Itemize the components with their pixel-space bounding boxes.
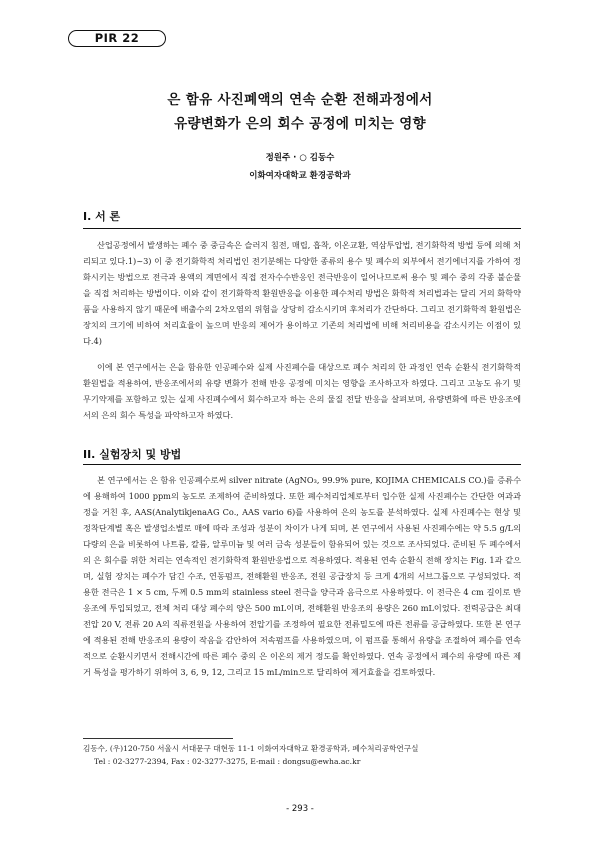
- session-badge: PIR 22: [68, 30, 166, 47]
- footnote-address: 김동수, (우)120-750 서울시 서대문구 대현동 11-1 이화여자대학교 환경공학과, 폐수처리공학연구실: [83, 744, 419, 753]
- title-line-2: 유량변화가 은의 회수 공정에 미치는 영향: [174, 116, 426, 132]
- affiliation: 이화여자대학교 환경공학과: [249, 171, 351, 181]
- section-heading-introduction: I. 서 론: [83, 210, 121, 223]
- section-heading-methods: II. 실험장치 및 방법: [83, 448, 182, 461]
- methods-paragraph-1: 본 연구에서는 은 함유 인공폐수로써 silver nitrate (AgNO₃, 99.9% pure, KOJIMA CHEMICALS CO.)를 증류수에 용해하여 1000 ppm의 농도로 조제하여 준비하였다. 또한 폐수처리업체로부터 입수한 실제 사진폐수는 간단한 여과과정을 거친 후, AAS(AnalytikjenaAG Co., AAS vario 6)를 사용하여 은의 농도를 분석하였다. 실제 사진폐수는 현상 및 정착단계별 혹은 발생업소별로 매에 따라 조성과 성분이 차이가 나게 되며, 본 연구에서 사용된 사진폐수에는 약 5.5 g/L의 다량의 은을 비롯하여 나트륨, 칼륨, 알루미늄 및 여러 금속 성분들이 함유되어 있는 것으로 조사되었다. 준비된 두 폐수에서의 은 회수를 위한 처리는 연속적인 전기화학적 환원반응법으로 적용하였다. 적용된 연속 순환식 전해 장치는 Fig. 1과 같으며, 실험 장치는 폐수가 담긴 수조, 연동펌프, 전해환원 반응조, 전원 공급장치 등 크게 4개의 서브그룹으로 구성되었다. 적용한 전극은 1 × 5 cm, 두께 0.5 mm의 stainless steel 전극을 양극과 음극으로 사용하였다. 이 전극은 4 cm 길이로 반응조에 투입되었고, 전체 처리 대상 폐수의 양은 500 mL이며, 전해환원 반응조의 용량은 260 mL이었다. 전력공급은 최대전압 20 V, 전류 20 A의 직류전원을 사용하여 전압기를 조정하여 필요한 전류밀도에 따른 전류를 공급하였다. 또한 본 연구에 적용된 전해 반응조의 용량이 작음을 감안하여 저속펌프를 사용하였으며, 이 펌프를 통해서 유량을 조절하여 폐수를 연속적으로 순환시키면서 전해시간에 따른 폐수 중의 은 이온의 제거 정도를 확인하였다. 연속 공정에서 폐수의 유량에 따른 제거 특성을 평가하기 위하여 3, 6, 9, 12, 그리고 15 mL/min으로 달리하여 제거효율을 검토하였다.: [83, 475, 521, 677]
- authors: 정원주 · ○ 김동수: [265, 153, 335, 163]
- section-divider: [83, 228, 521, 229]
- page-number: - 293 -: [286, 804, 314, 814]
- section-divider: [83, 464, 521, 465]
- introduction-paragraph-2: 이에 본 연구에서는 은을 함유한 인공폐수와 실제 사진폐수를 대상으로 폐수 처리의 한 과정인 연속 순환식 전기화학적 환원법을 적용하여, 반응조에서의 유량 변화가 전해 반응 공정에 미치는 영향을 조사하고자 하였다. 그리고 고농도 유기 및 무기약제를 포함하고 있는 실제 사진폐수에서 회수하고자 하는 은의 물질 전달 반응을 살펴보며, 유량변화에 따른 반응조에서의 은의 회수 특성을 파악하고자 하였다.: [83, 362, 521, 420]
- introduction-paragraph-1: 산업공정에서 발생하는 폐수 중 중금속은 슬러지 침전, 매립, 흡착, 이온교환, 역삼투압법, 전기화학적 방법 등에 의해 처리되고 있다.1)~3) 이 중 전기화학적 처리법인 전기분해는 다양한 종류의 용수 및 폐수의 외부에서 전기에너지를 가하여 정화시키는 방법으로 전극과 용액의 계면에서 직접 전자수수반응인 전극반응이 일어나므로써 용수 및 폐수 중의 각종 불순물을 직접 처리하는 방법이다. 이와 같이 전기화학적 환원반응을 이용한 폐수처리 방법은 화학적 처리법과는 달리 거의 화학약품을 사용하지 않기 때문에 배출수의 2차오염의 위험을 상당히 감소시키며 후처리가 간단하다. 그리고 전기화학적 환원법은 장치의 크기에 비하여 처리효율이 높으며 반응의 제어가 용이하고 기존의 처리법에 비해 처리비용을 감소시키는 이점이 있다.4): [83, 240, 521, 346]
- footnote-divider: [83, 738, 233, 739]
- title-line-1: 은 함유 사진폐액의 연속 순환 전해과정에서: [167, 92, 433, 108]
- footnote-contact: Tel : 02-3277-2394, Fax : 02-3277-3275, E-mail : dongsu@ewha.ac.kr: [94, 757, 361, 766]
